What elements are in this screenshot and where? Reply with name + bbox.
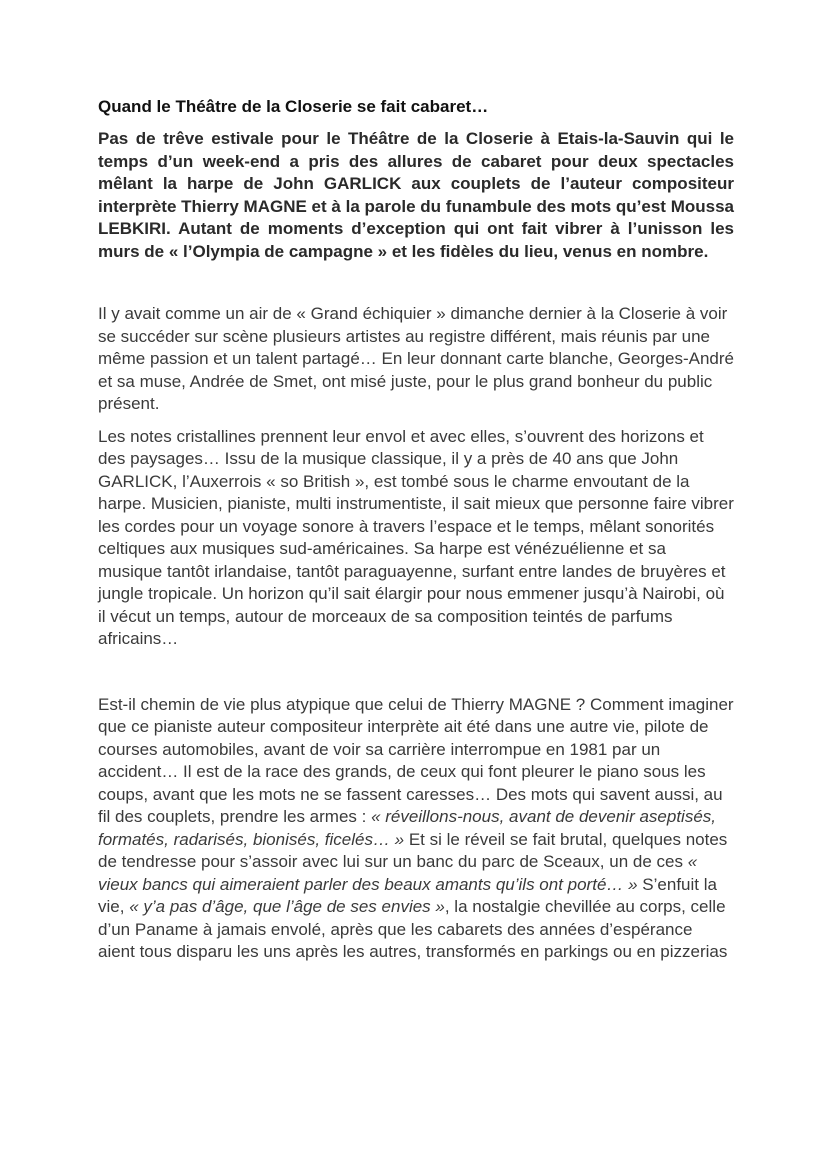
paragraph-john-garlick: Les notes cristallines prennent leur envol et avec elles, s’ouvrent des horizons et des paysages… Issu de la musique classique, il y a près de 40 ans que John GARLICK, l’Auxerrois « so British », est tombé sous le charme envoutant de la harpe. Musicien, pianiste, multi instrumentiste, il sait mieux que personne faire vibrer les cordes pour un voyage sonore à travers l’espace et le temps, mêlant sonorités celtiques aux musiques sud-américaines. Sa harpe est vénézuélienne et sa musique tantôt irlandaise, tantôt paraguayenne, surfant entre landes de bruyères et jungle tropicale. Un horizon qu’il sait élargir pour nous emmener jusqu’à Nairobi, où il vécut un temps, autour de morceaux de sa composition teintés de parfums africains… [98,426,734,648]
lyric-quote: « réveillons-nous, avant de devenir aseptisés, formatés, radarisés, bionisés, ficelés… » [98,807,717,849]
lyric-quote: « vieux bancs qui aimeraient parler des beaux amants qu’ils ont porté… » [98,852,698,894]
paragraph-text: , la nostalgie chevillée au corps, celle d’un Paname à jamais envolé, après que les cabarets des années d’espérance aient tous disparu les uns après les autres, transformés en parkings ou en pizzerias [98,897,728,961]
document-page [98,96,734,964]
lyric-quote: « y’a pas d’âge, que l’âge de ses envies » [129,897,445,916]
paragraph-text: Est-il chemin de vie plus atypique que celui de Thierry MAGNE ? Comment imaginer que ce pianiste auteur compositeur interprète ait été dans une autre vie, pilote de courses automobiles, avant de voir sa carrière interrompue en 1981 par un accident… Il est de la race des grands, de ceux qui font pleurer le piano sous les coups, avant que les mots ne se fassent caresses… Des mots qui savent aussi, au fil des couplets, prendre les armes : [98,694,734,826]
paragraph-text: Et si le réveil se fait brutal, quelques notes de tendresse pour s’assoir avec lui sur un banc du parc de Sceaux, un de ces [98,829,728,871]
paragraph-grand-echiquier: Il y avait comme un air de « Grand échiquier » dimanche dernier à la Closerie à voir se succéder sur scène plusieurs artistes au registre différent, mais réunis par une même passion et un talent partagé… En leur donnant carte blanche, Georges-André et sa muse, Andrée de Smet, ont misé juste, pour le plus grand bonheur du public présent. [98,304,734,413]
article-lead: Pas de trêve estivale pour le Théâtre de la Closerie à Etais-la-Sauvin qui le temps d’un week-end a pris des allures de cabaret pour deux spectacles mêlant la harpe de John GARLICK aux couplets de l’auteur compositeur interprète Thierry MAGNE et à la parole du funambule des mots qu’est Moussa LEBKIRI. Autant de moments d’exception qui ont fait vibrer à l’unisson les murs de « l’Olympia de campagne » et les fidèles du lieu, venus en nombre. [98,129,734,261]
paragraph-text: S’enfuit la vie, [98,874,717,916]
paragraph-thierry-magne [98,694,734,964]
article-title: Quand le Théâtre de la Closerie se fait cabaret… [98,97,489,116]
